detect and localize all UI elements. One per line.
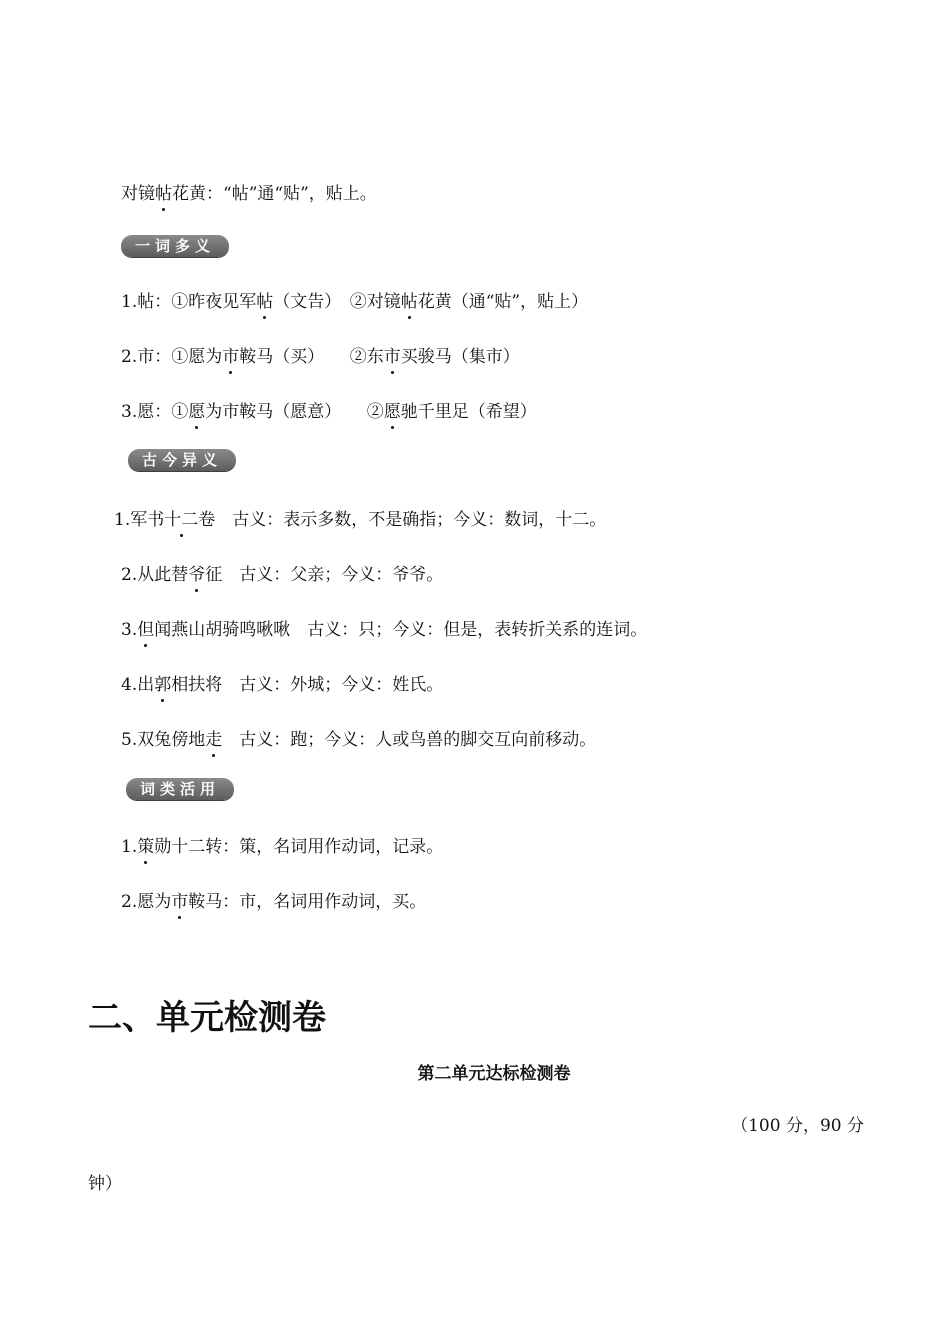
- am-2-dotted: 爷: [188, 565, 206, 585]
- am-5-pre: 5.双兔傍地: [121, 730, 206, 750]
- polysemy-2-a: 2.市：①愿为: [121, 347, 223, 367]
- am-1-post: 卷 古义：表示多数，不是确指；今义：数词，十二。: [198, 510, 607, 530]
- wc-1-post: 勋十二转：策，名词用作动词，记录。: [154, 837, 444, 857]
- am-2-pre: 2.从此替: [121, 565, 189, 585]
- am-2-post: 征 古义：父亲；今义：爷爷。: [205, 565, 444, 585]
- am-3-dotted: 但: [137, 620, 155, 640]
- ancient-modern-item-3: [121, 618, 647, 642]
- am-4-dotted: 郭: [154, 675, 172, 695]
- badge-word-class: 词类活用: [126, 778, 234, 800]
- polysemy-1-c: （文告） ②对镜: [273, 292, 401, 312]
- ancient-modern-item-4: [121, 673, 443, 697]
- polysemy-3-dotted-2: 愿: [383, 402, 401, 422]
- polysemy-1-a: 1.帖：①昨夜见军: [121, 292, 257, 312]
- badge-ancient-modern: 古今异义: [128, 449, 236, 471]
- wc-1-dotted: 策: [137, 837, 155, 857]
- polysemy-item-2: [121, 345, 520, 369]
- polysemy-3-c: 为市鞍马（愿意） ②: [205, 402, 384, 422]
- am-3-pre: 3.: [121, 620, 138, 640]
- test-subtitle: 第二单元达标检测卷: [417, 1064, 571, 1084]
- polysemy-3-a: 3.愿：①: [121, 402, 189, 422]
- polysemy-1-dotted-1: 帖: [256, 292, 274, 312]
- am-3-post: 闻燕山胡骑鸣啾啾 古义：只；今义：但是，表转折关系的连词。: [154, 620, 648, 640]
- intro-text-post: 花黄：“帖”通“贴”，贴上。: [172, 184, 377, 204]
- badge-polysemy: 一词多义: [121, 235, 229, 257]
- am-4-post: 相扶将 古义：外城；今义：姓氏。: [171, 675, 444, 695]
- polysemy-2-dotted-1: 市: [222, 347, 240, 367]
- wc-2-pre: 2.愿为: [121, 892, 172, 912]
- polysemy-3-e: 驰千里足（希望）: [400, 402, 537, 422]
- wc-2-dotted: 市: [171, 892, 189, 912]
- ancient-modern-item-2: [121, 563, 443, 587]
- score-time-line: （100 分，90 分: [731, 1116, 864, 1136]
- ancient-modern-item-1: [114, 508, 606, 532]
- am-1-pre: 1.军书: [114, 510, 165, 530]
- polysemy-1-dotted-2: 帖: [400, 292, 418, 312]
- polysemy-item-3: [121, 400, 537, 424]
- am-5-dotted: 走: [205, 730, 223, 750]
- wc-1-pre: 1.: [121, 837, 138, 857]
- ancient-modern-item-5: [121, 728, 596, 752]
- intro-text-pre: 对镜: [121, 184, 155, 204]
- intro-line: [121, 182, 377, 206]
- intro-dotted-char: 帖: [155, 184, 172, 204]
- polysemy-3-dotted-1: 愿: [188, 402, 206, 422]
- wc-2-post: 鞍马：市，名词用作动词，买。: [188, 892, 427, 912]
- section-title: 二、单元检测卷: [88, 998, 326, 1038]
- word-class-item-1: [121, 835, 443, 859]
- polysemy-2-e: 买骏马（集市）: [400, 347, 520, 367]
- am-1-dotted: 十二: [164, 510, 199, 530]
- polysemy-2-c: 鞍马（买） ②东: [239, 347, 384, 367]
- polysemy-item-1: [121, 290, 588, 314]
- polysemy-2-dotted-2: 市: [383, 347, 401, 367]
- score-time-wrap: 钟）: [88, 1174, 122, 1194]
- word-class-item-2: [121, 890, 426, 914]
- am-5-post: 古义：跑；今义：人或鸟兽的脚交互向前移动。: [222, 730, 597, 750]
- am-4-pre: 4.出: [121, 675, 155, 695]
- polysemy-1-e: 花黄（通“贴”，贴上）: [417, 292, 589, 312]
